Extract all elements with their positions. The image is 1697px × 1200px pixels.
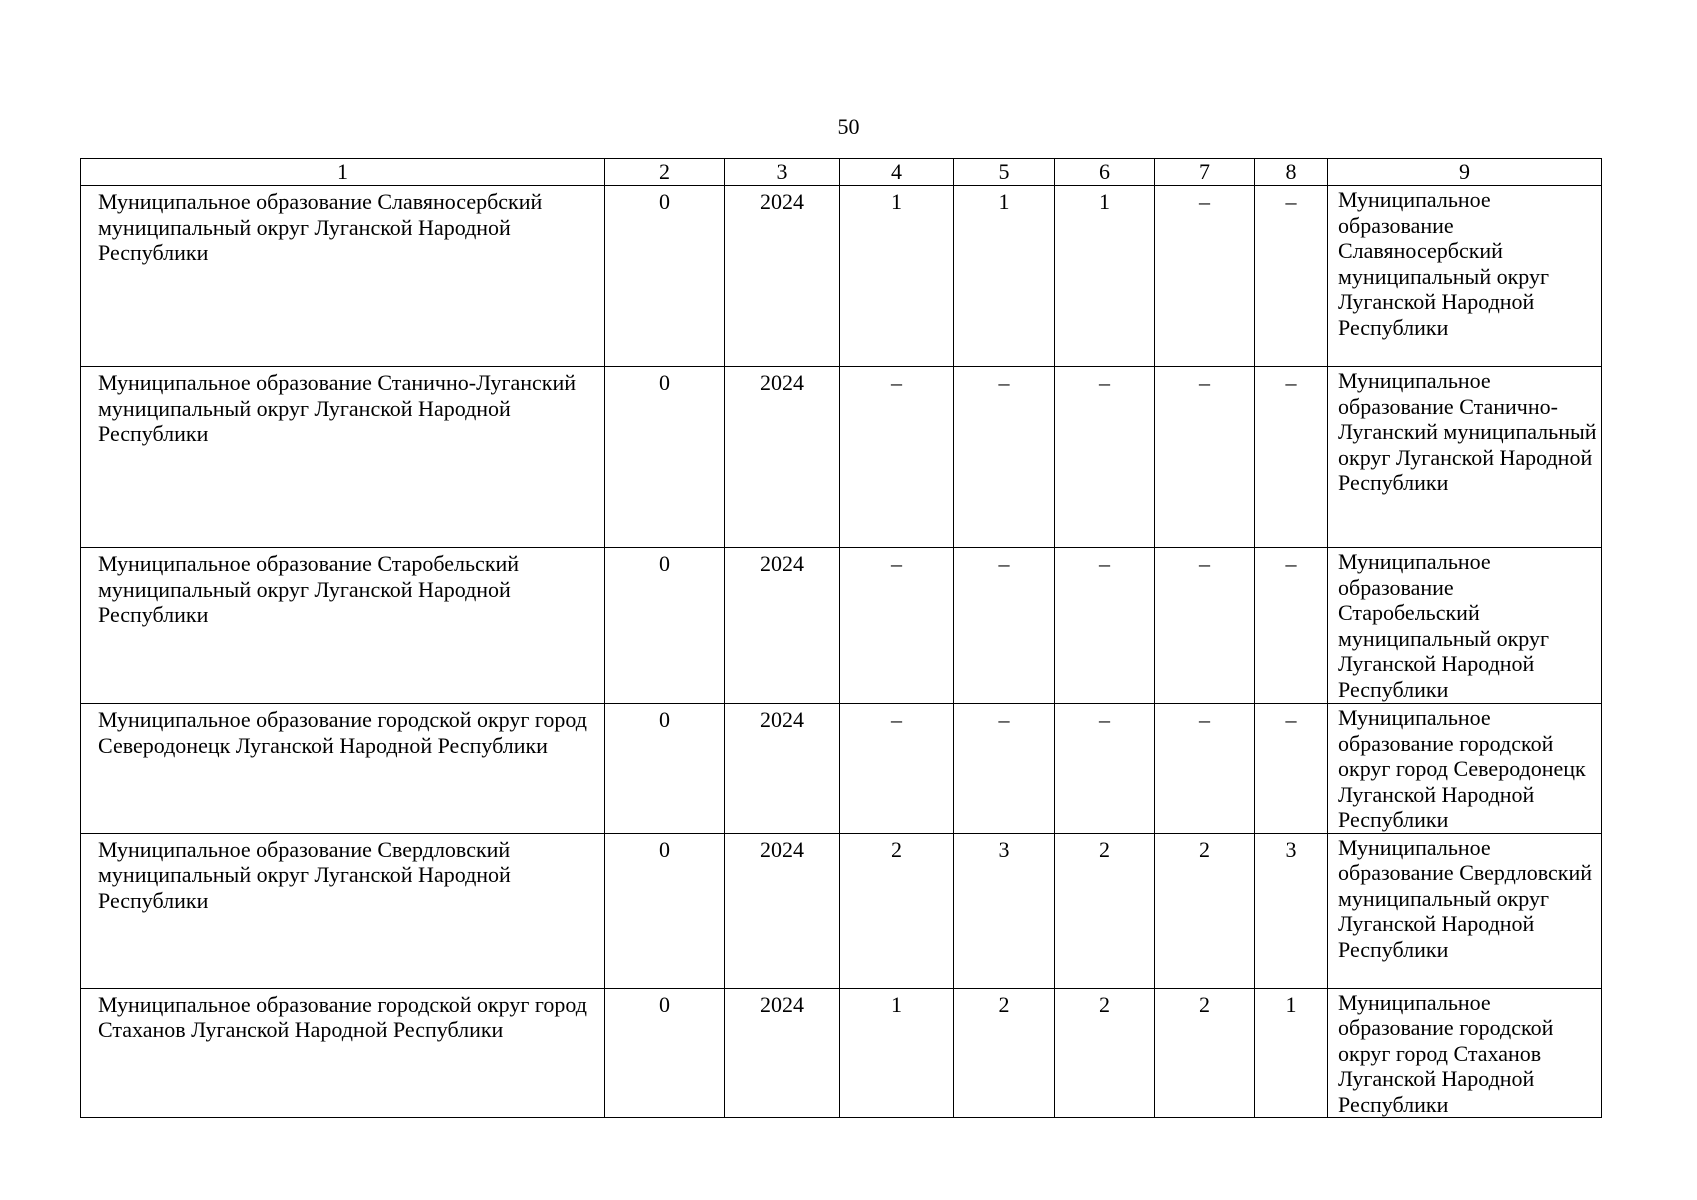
value-col-4: 2 <box>840 833 954 988</box>
value-col-7: – <box>1155 548 1255 704</box>
year-cell: 2024 <box>725 988 840 1118</box>
column-number-row <box>81 159 1602 186</box>
value-col-8: 3 <box>1255 833 1328 988</box>
value-col-2: 0 <box>605 988 725 1118</box>
data-table <box>80 158 1602 1118</box>
value-col-6: 2 <box>1055 988 1155 1118</box>
value-col-4: – <box>840 548 954 704</box>
executor-cell: Муниципальное образование Станично-Луганский муниципальный округ Луганской Народной Республики <box>1328 367 1602 548</box>
year-cell: 2024 <box>725 833 840 988</box>
executor-cell: Муниципальное образование городской округ город Северодонецк Луганской Народной Республики <box>1328 704 1602 834</box>
page-number: 50 <box>837 114 860 139</box>
value-col-6: – <box>1055 704 1155 834</box>
value-col-2: 0 <box>605 548 725 704</box>
column-header-9: 9 <box>1328 159 1602 186</box>
column-header-5: 5 <box>954 159 1055 186</box>
value-col-8: – <box>1255 367 1328 548</box>
value-col-7: – <box>1155 704 1255 834</box>
table-row <box>81 548 1602 704</box>
value-col-4: – <box>840 367 954 548</box>
municipality-name: Муниципальное образование Старобельский муниципальный округ Луганской Народной Республики <box>81 548 605 704</box>
value-col-4: 1 <box>840 186 954 367</box>
value-col-5: 3 <box>954 833 1055 988</box>
value-col-8: – <box>1255 548 1328 704</box>
municipality-name: Муниципальное образование Свердловский муниципальный округ Луганской Народной Республики <box>81 833 605 988</box>
column-header-2: 2 <box>605 159 725 186</box>
value-col-4: – <box>840 704 954 834</box>
table-row <box>81 988 1602 1118</box>
year-cell: 2024 <box>725 548 840 704</box>
municipality-name: Муниципальное образование Славяносербский муниципальный округ Луганской Народной Республики <box>81 186 605 367</box>
value-col-8: – <box>1255 704 1328 834</box>
value-col-2: 0 <box>605 186 725 367</box>
year-cell: 2024 <box>725 367 840 548</box>
value-col-5: – <box>954 548 1055 704</box>
municipality-name: Муниципальное образование Станично-Луганский муниципальный округ Луганской Народной Республики <box>81 367 605 548</box>
column-header-3: 3 <box>725 159 840 186</box>
year-cell: 2024 <box>725 186 840 367</box>
executor-cell: Муниципальное образование Старобельский муниципальный округ Луганской Народной Республики <box>1328 548 1602 704</box>
value-col-7: 2 <box>1155 833 1255 988</box>
value-col-6: – <box>1055 367 1155 548</box>
table-row <box>81 704 1602 834</box>
column-header-4: 4 <box>840 159 954 186</box>
executor-cell: Муниципальное образование городской округ город Стаханов Луганской Народной Республики <box>1328 988 1602 1118</box>
municipality-name: Муниципальное образование городской округ город Стаханов Луганской Народной Республики <box>81 988 605 1118</box>
column-header-1: 1 <box>81 159 605 186</box>
value-col-2: 0 <box>605 833 725 988</box>
year-cell: 2024 <box>725 704 840 834</box>
value-col-5: 1 <box>954 186 1055 367</box>
value-col-7: – <box>1155 367 1255 548</box>
executor-cell: Муниципальное образование Свердловский муниципальный округ Луганской Народной Республики <box>1328 833 1602 988</box>
value-col-8: – <box>1255 186 1328 367</box>
value-col-2: 0 <box>605 367 725 548</box>
value-col-5: – <box>954 704 1055 834</box>
table-row <box>81 186 1602 367</box>
value-col-7: – <box>1155 186 1255 367</box>
value-col-6: – <box>1055 548 1155 704</box>
column-header-6: 6 <box>1055 159 1155 186</box>
table-row <box>81 833 1602 988</box>
municipality-name: Муниципальное образование городской округ город Северодонецк Луганской Народной Республики <box>81 704 605 834</box>
column-header-8: 8 <box>1255 159 1328 186</box>
value-col-6: 1 <box>1055 186 1155 367</box>
value-col-5: 2 <box>954 988 1055 1118</box>
table-row <box>81 367 1602 548</box>
executor-cell: Муниципальное образование Славяносербский муниципальный округ Луганской Народной Республики <box>1328 186 1602 367</box>
value-col-6: 2 <box>1055 833 1155 988</box>
value-col-5: – <box>954 367 1055 548</box>
value-col-8: 1 <box>1255 988 1328 1118</box>
column-header-7: 7 <box>1155 159 1255 186</box>
value-col-2: 0 <box>605 704 725 834</box>
value-col-4: 1 <box>840 988 954 1118</box>
value-col-7: 2 <box>1155 988 1255 1118</box>
